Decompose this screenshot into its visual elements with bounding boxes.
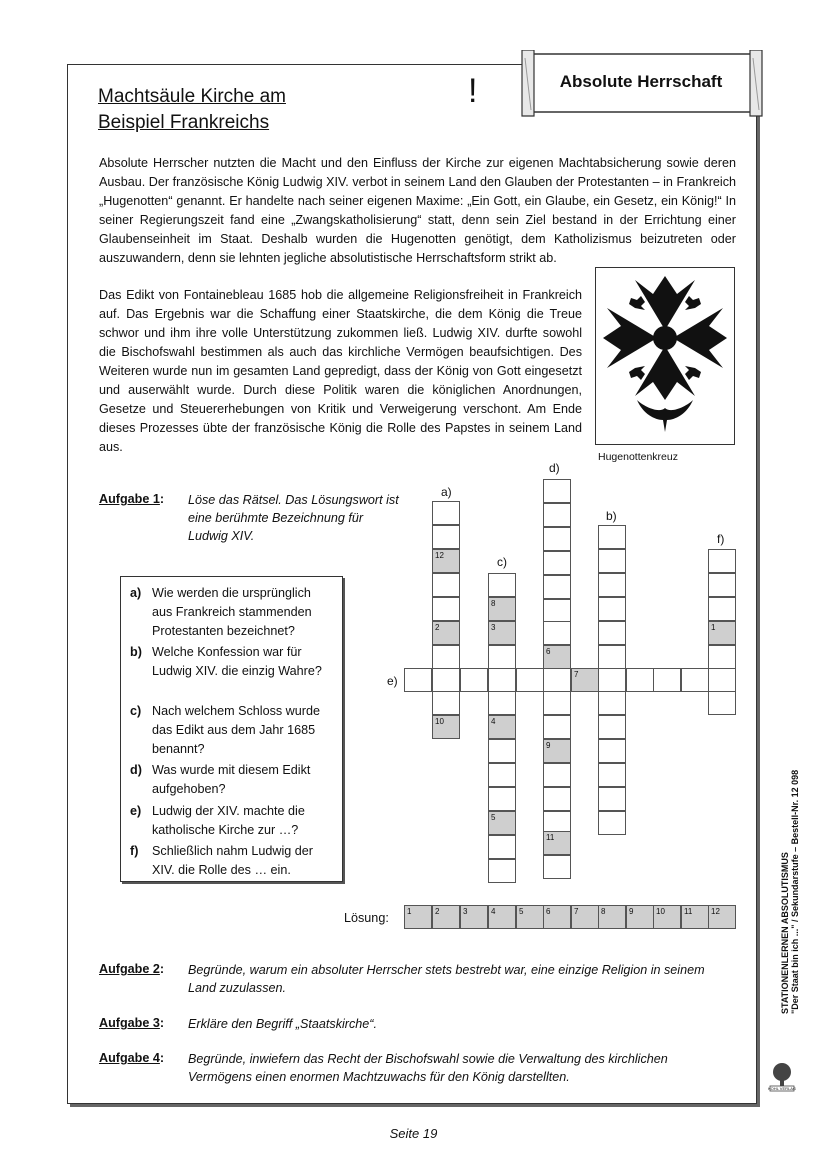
cell-number: 7 [574,670,579,679]
crossword-cell-numbered[interactable] [488,811,516,835]
crossword-cell[interactable] [598,811,626,835]
crossword-cell[interactable] [598,691,626,715]
cell-number: 3 [491,623,496,632]
crossword-cell[interactable] [432,645,460,669]
solution-cell[interactable] [543,905,571,929]
crossword-cell-numbered[interactable] [488,597,516,621]
solution-number: 10 [656,907,665,916]
crossword-cell[interactable] [681,668,709,692]
crossword-cell-numbered[interactable] [488,715,516,739]
crossword-cell[interactable] [432,597,460,621]
question-b [130,643,335,681]
crossword-cell-numbered[interactable] [432,715,460,739]
page-title [98,84,286,136]
solution-number: 4 [491,907,496,916]
crossword-cell[interactable] [598,645,626,669]
solution-cell[interactable] [432,905,460,929]
solution-cell[interactable] [404,905,432,929]
solution-number: 3 [463,907,468,916]
solution-cell[interactable] [681,905,709,929]
crossword-cell[interactable] [488,763,516,787]
question-c [130,702,335,759]
question-c-text: Nach welchem Schloss wurde das Edikt aus dem Jahr 1685 benannt? [152,704,320,756]
crossword-cell[interactable] [488,739,516,763]
task-1-colon: : [159,492,165,506]
question-b-text: Welche Konfession war für Ludwig XIV. die einzig Wahre? [152,645,322,678]
cell-number: 4 [491,717,496,726]
crossword-cell[interactable] [708,573,736,597]
crossword-label-d: d) [549,461,560,475]
title-line-1: Machtsäule Kirche am [98,86,286,107]
solution-cell[interactable] [598,905,626,929]
crossword-cell[interactable] [708,597,736,621]
crossword-cell[interactable] [516,668,544,692]
crossword-cell-numbered[interactable] [708,621,736,645]
task-1-text: Löse das Rätsel. Das Lösungswort ist eine berühmte Bezeichnung für Ludwig XIV. [188,493,399,543]
crossword-cell[interactable] [543,715,571,739]
task-2-colon: : [159,962,165,976]
crossword-cell[interactable] [543,621,571,645]
solution-number: 1 [407,907,412,916]
question-f-letter: f) [130,844,139,858]
cell-number: 6 [546,647,551,656]
solution-cell[interactable] [571,905,599,929]
cell-number: 8 [491,599,496,608]
crossword-label-b: b) [606,509,617,523]
crossword-cell[interactable] [432,501,460,525]
crossword-cell[interactable] [543,479,571,503]
crossword-cell[interactable] [598,621,626,645]
solution-number: 12 [711,907,720,916]
crossword-cell-numbered[interactable] [543,645,571,669]
cell-number: 2 [435,623,440,632]
crossword-cell[interactable] [598,787,626,811]
question-a-text: Wie werden die ursprünglich aus Frankreich stammenden Protestanten bezeichnet? [152,586,312,638]
huguenot-cross-image [595,267,735,445]
publisher-logo [768,1062,796,1097]
crossword-cell[interactable] [598,597,626,621]
task-3-label [99,1016,164,1030]
emblem-caption: Hugenottenkreuz [598,451,678,463]
task-4-colon: : [159,1051,165,1065]
crossword-cell[interactable] [488,691,516,715]
solution-number: 7 [574,907,579,916]
crossword-cell[interactable] [460,668,488,692]
question-a-letter: a) [130,586,142,600]
cell-number: 5 [491,813,496,822]
exclamation-icon: ! [468,72,478,110]
solution-cell[interactable] [488,905,516,929]
crossword-cell[interactable] [488,668,516,692]
crossword-cell[interactable] [488,573,516,597]
crossword-label-f: f) [717,532,725,546]
task-2-text: Begründe, warum ein absoluter Herrscher stets bestrebt war, eine einzige Religion in seinem Land zuzulassen. [188,963,705,995]
page-number: Seite 19 [389,1126,438,1141]
crossword-cell[interactable] [488,787,516,811]
crossword-cell-numbered[interactable] [432,621,460,645]
crossword-cell[interactable] [404,668,432,692]
crossword-cell[interactable] [488,645,516,669]
crossword-cell[interactable] [543,551,571,575]
task-3-label-text: Aufgabe 3 [99,1016,160,1030]
crossword-cell[interactable] [598,739,626,763]
intro-paragraph: Absolute Herrscher nutzten die Macht und den Einfluss der Kirche zur eigenen Machtabsicherung sowie deren Ausbau. Der französische König Ludwig XIV. verbot in seinem Land den Glauben der Protestanten – in Frankreich „Hugenotten“ genannt. Er handelte nach seiner eigenen Maxime: „Ein Gott, ein Glaube, ein Gesetz, ein König!“ In seiner Regierungszeit fand eine „Zwangskatholisierung“ statt, denn sein Ziel bestand in der Errichtung einer Glaubenseinheit im Staat. Deshalb wurden die Hugenotten genötigt, dem Katholizismus beizutreten oder auszuwandern, denn sie lehnten jegliche absolutistische Herrschaftsform strikt ab. [99,156,736,265]
huguenot-cross-icon [596,268,734,444]
cell-number: 11 [546,833,555,842]
side-line-1: STATIONENLERNEN ABSOLUTISMUS [780,852,790,1014]
svg-text:KOHL VERLAG: KOHL VERLAG [768,1086,796,1091]
question-a [130,584,335,641]
solution-number: 11 [684,907,693,916]
question-e-letter: e) [130,804,142,818]
crossword-cell[interactable] [598,573,626,597]
solution-cell[interactable] [626,905,654,929]
crossword-cell[interactable] [432,691,460,715]
task-4-label [99,1051,164,1065]
crossword-cell[interactable] [653,668,681,692]
task-2-label-text: Aufgabe 2 [99,962,160,976]
solution-number: 6 [546,907,551,916]
question-d-text: Was wurde mit diesem Edikt aufgehoben? [152,763,311,796]
crossword-cell[interactable] [488,835,516,859]
question-e-text: Ludwig der XIV. machte die katholische Kirche zur …? [152,804,305,837]
crossword-cell-numbered[interactable] [543,831,571,855]
solution-number: 9 [629,907,634,916]
question-d-letter: d) [130,763,142,777]
task-4-label-text: Aufgabe 4 [99,1051,160,1065]
crossword-cell[interactable] [708,668,736,692]
crossword-cell[interactable] [543,787,571,811]
crossword-label-a: a) [441,485,452,499]
cell-number: 9 [546,741,551,750]
solution-label: Lösung: [344,911,389,925]
solution-cell[interactable] [460,905,488,929]
cell-number: 1 [711,623,716,632]
solution-cell[interactable] [516,905,544,929]
crossword-cell[interactable] [543,575,571,599]
crossword-label-c: c) [497,555,507,569]
cell-number: 10 [435,717,444,726]
crossword-cell[interactable] [626,668,654,692]
solution-number: 2 [435,907,440,916]
solution-cell[interactable] [653,905,681,929]
crossword-cell[interactable] [598,763,626,787]
task-3-colon: : [159,1016,165,1030]
crossword-cell[interactable] [543,691,571,715]
edict-paragraph: Das Edikt von Fontainebleau 1685 hob die allgemeine Religionsfreiheit in Frankreich auf. Das Ergebnis war die Schaffung einer Staatskirche, die dem König die Treue schwor und ihm ihre volle Unterstützung zukommen ließ. Ludwig XIV. durfte sowohl die Bischofswahl bestimmen als auch das kirchliche Vermögen beaufsichtigen. Des Weiteren wurde nun im gesamten Land gepredigt, dass der König von Gott eingesetzt und auserwählt wurde. Durch diese Politik waren die königlichen Anordnungen, Gesetze und Steuererhebungen von Kritik und Verweigerung verschont. Am Ende dieses Prozesses übte der französische König die Rolle des Papstes in seinem Land aus. [99,288,582,454]
crossword-cell[interactable] [708,645,736,669]
task-1-label-text: Aufgabe 1 [99,492,160,506]
question-e [130,802,335,840]
crossword-cell-numbered[interactable] [488,621,516,645]
tree-logo-icon [768,1062,796,1092]
task-3-text: Erkläre den Begriff „Staatskirche“. [188,1017,377,1031]
cell-number: 12 [435,551,444,560]
crossword-cell-numbered[interactable] [543,739,571,763]
task-2-label [99,962,164,976]
crossword-label-e: e) [387,674,398,688]
crossword-cell-numbered[interactable] [432,549,460,573]
crossword-cell[interactable] [598,668,626,692]
crossword-cell[interactable] [488,859,516,883]
crossword-cell[interactable] [598,525,626,549]
crossword-cell[interactable] [708,691,736,715]
crossword-cell[interactable] [543,668,571,692]
question-f-text: Schließlich nahm Ludwig der XIV. die Rolle des … ein. [152,844,314,877]
task-4-text: Begründe, inwiefern das Recht der Bischofswahl sowie die Verwaltung des kirchlichen Vermögens einen enormen Machtzuwachs für den König darstellten. [188,1052,668,1084]
question-f [130,842,335,880]
question-c-letter: c) [130,704,142,718]
crossword-cell[interactable] [432,668,460,692]
crossword-cell[interactable] [543,503,571,527]
crossword-cell[interactable] [598,549,626,573]
question-d [130,761,335,799]
crossword-cell[interactable] [432,525,460,549]
crossword-cell[interactable] [543,599,571,623]
solution-number: 8 [601,907,606,916]
question-b-letter: b) [130,645,142,659]
crossword-cell[interactable] [543,763,571,787]
side-publication-info [780,770,800,1014]
task-1-label [99,492,164,506]
solution-number: 5 [519,907,524,916]
crossword-cell[interactable] [708,549,736,573]
banner-title: Absolute Herrschaft [559,72,723,91]
crossword-cell[interactable] [543,855,571,879]
crossword-cell[interactable] [432,573,460,597]
side-line-2: "Der Staat bin ich ..." / Sekundarstufe – Bestell-Nr. 12 098 [790,769,800,1014]
crossword-cell-numbered[interactable] [571,668,599,692]
crossword-cell[interactable] [543,527,571,551]
solution-cell[interactable] [708,905,736,929]
title-line-2: Beispiel Frankreichs [98,112,270,133]
crossword-cell[interactable] [598,715,626,739]
